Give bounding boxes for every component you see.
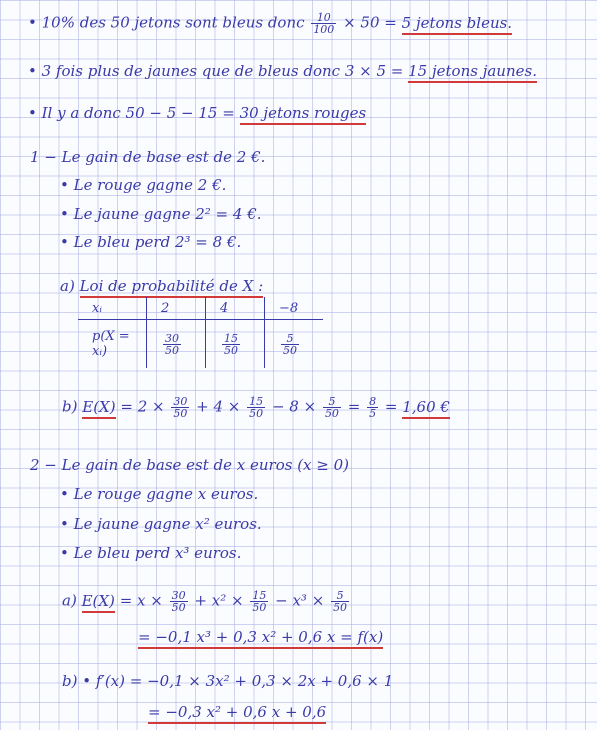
table-cell: −8 <box>265 297 324 320</box>
blue-tokens-result: 5 jetons bleus. <box>402 14 512 35</box>
q2a-line: a) E(X) = x × $\frac{30}{50}$ + x² × $\frac{15}{50}$ − x³ × $\frac{5}{50}$ <box>62 589 348 614</box>
table-cell: 2 <box>147 297 206 320</box>
table-row <box>78 297 323 320</box>
q2b-line: b) • f′(x) = −0,1 × 3x² + 0,3 × 2x + 0,6 × 1 <box>62 672 394 690</box>
table-cell: xᵢ <box>78 297 147 320</box>
q2b-result: = −0,3 x² + 0,6 x + 0,6 <box>148 703 326 724</box>
q2a-expectation: E(X) <box>82 592 115 613</box>
line-yellow-tokens: • 3 fois plus de jaunes que de bleus donc 3 × 5 = 15 jetons jaunes. <box>28 62 537 80</box>
q1-item-blue: • Le bleu perd 2³ = 8 €. <box>60 233 242 251</box>
table-cell: 4 <box>206 297 265 320</box>
q1-title: 1 − Le gain de base est de 2 €. <box>30 148 266 166</box>
fraction-10-100: $\frac{10}{100}$ <box>313 11 335 36</box>
q1-item-yellow: • Le jaune gagne 2² = 4 €. <box>60 205 262 223</box>
table-cell: $\frac{5}{50}$ <box>265 320 324 369</box>
probability-law-table <box>78 297 323 368</box>
red-tokens-result: 30 jetons rouges <box>240 104 367 125</box>
table-row <box>78 320 323 369</box>
q2a-result-line <box>138 628 383 646</box>
q2b-result-line <box>148 703 326 721</box>
q1-item-red: • Le rouge gagne 2 €. <box>60 176 227 194</box>
q1b-result: 1,60 € <box>402 398 450 419</box>
q2-title: 2 − Le gain de base est de x euros (x ≥ 0) <box>30 456 350 474</box>
table-cell: $\frac{15}{50}$ <box>206 320 265 369</box>
q2-item-blue: • Le bleu perd x³ euros. <box>60 544 242 562</box>
table-cell: p(X = xᵢ) <box>78 320 147 369</box>
q2-item-red: • Le rouge gagne x euros. <box>60 485 259 503</box>
q1b-expectation: E(X) <box>82 398 115 419</box>
table-cell: $\frac{30}{50}$ <box>147 320 206 369</box>
line-red-tokens: • Il y a donc 50 − 5 − 15 = 30 jetons rouges <box>28 104 366 122</box>
q2a-result: = −0,1 x³ + 0,3 x² + 0,6 x = f(x) <box>138 628 383 649</box>
yellow-tokens-result: 15 jetons jaunes. <box>408 62 537 83</box>
q1a-title: Loi de probabilité de X : <box>80 277 264 298</box>
q1a-heading: a) Loi de probabilité de X : <box>60 277 263 295</box>
q2-item-yellow: • Le jaune gagne x² euros. <box>60 515 262 533</box>
line-blue-tokens: • 10% des 50 jetons sont bleus donc $\frac{10}{100}$ × 50 = 5 jetons bleus. <box>28 11 513 36</box>
q2b-derivative: • f′(x) = −0,1 × 3x² + 0,3 × 2x + 0,6 × 1 <box>82 672 394 690</box>
q1b-line: b) E(X) = 2 × $\frac{30}{50}$ + 4 × $\frac{15}{50}$ − 8 × $\frac{5}{50}$ = $\frac{8}{5}$ = 1,60 € <box>62 395 450 420</box>
